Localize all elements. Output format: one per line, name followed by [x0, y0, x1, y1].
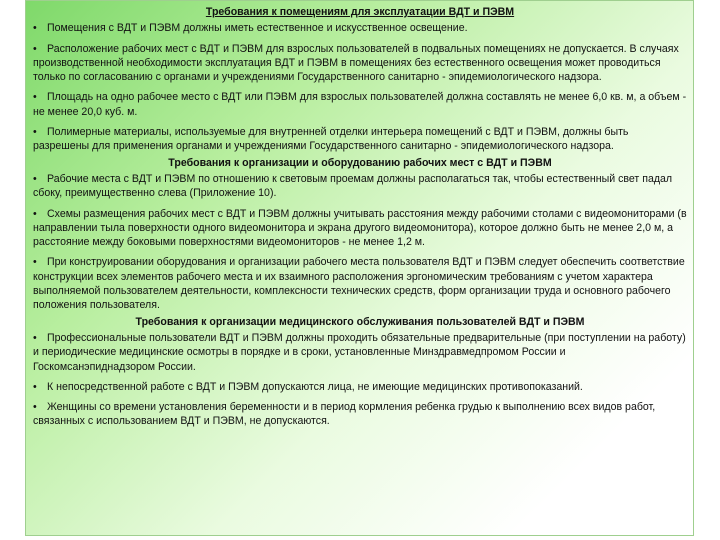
bullet: •: [33, 380, 37, 393]
list-item: [33, 90, 687, 119]
bullet: •: [33, 401, 37, 414]
list-item: [33, 207, 687, 250]
list-item: [33, 172, 687, 201]
bullet: •: [33, 256, 37, 269]
list-item: [33, 380, 687, 394]
item-text: Полимерные материалы, используемые для внутренней отделки интерьера помещений с ВДТ и ПЭВМ, должны быть разрешены для применения органами и учреждениями Государственного санитарно - эпидемиологического надзора.: [33, 126, 629, 153]
bullet: •: [33, 91, 37, 104]
item-text: Схемы размещения рабочих мест с ВДТ и ПЭВМ должны учитывать расстояния между рабочими столами с видеомониторами (в направлении тыла поверхности одного видеомонитора и экрана другого видеомонитора), которое должно быть не менее 2,0 м, а расстояние между боковыми поверхностями видеомониторов - не менее 1,2 м.: [33, 207, 687, 249]
bullet: •: [33, 22, 37, 35]
bullet: •: [33, 172, 37, 185]
item-text: Профессиональные пользователи ВДТ и ПЭВМ должны проходить обязательные предварительные (при поступлении на работу) и периодические медицинские осмотры в порядке и в сроки, установленные Минздравмедпромом России и Госкомсанэпиднадзором России.: [33, 331, 686, 373]
item-text: Женщины со времени установления беременности и в период кормления ребенка грудью к выполнению всех видов работ, связанных с использованием ВДТ и ПЭВМ, не допускаются.: [33, 401, 656, 428]
list-item: [33, 21, 687, 35]
item-text: К непосредственной работе с ВДТ и ПЭВМ допускаются лица, не имеющие медицинских противопоказаний.: [47, 380, 583, 393]
list-item: [33, 331, 687, 374]
list-item: [33, 125, 687, 154]
section-title-medical: Требования к организации медицинского обслуживания пользователей ВДТ и ПЭВМ: [135, 315, 585, 328]
item-text: Помещения с ВДТ и ПЭВМ должны иметь естественное и искусственное освещение.: [47, 22, 468, 35]
item-text: Площадь на одно рабочее место с ВДТ или ПЭВМ для взрослых пользователей должна составлять не менее 6,0 кв. м, а объем - не менее 20,0 куб. м.: [33, 91, 687, 118]
bullet: •: [33, 126, 37, 139]
item-text: При конструировании оборудования и организации рабочего места пользователя ВДТ и ПЭВМ следует обеспечить соответствие конструкции всех элементов рабочего места и их взаимного расположения эргономическим требованиям с учетом характера выполняемой пользователем деятельности, комплексности технических средств, форм организации труда и основного рабочего положения пользователя.: [33, 256, 685, 312]
list-item: [33, 255, 687, 312]
list-item: [33, 400, 687, 429]
document-panel: [25, 0, 694, 536]
bullet: •: [33, 207, 37, 220]
item-text: Рабочие места с ВДТ и ПЭВМ по отношению к световым проемам должны располагаться так, чтобы естественный свет падал сбоку, преимущественно слева (Приложение 10).: [33, 172, 673, 200]
bullet: •: [33, 331, 37, 344]
section-title-workplaces: Требования к организации и оборудованию рабочих мест с ВДТ и ПЭВМ: [168, 156, 552, 169]
section-title-premises: Требования к помещениям для эксплуатации ВДТ и ПЭВМ: [205, 6, 515, 18]
item-text: Расположение рабочих мест с ВДТ и ПЭВМ для взрослых пользователей в подвальных помещениях не допускается. В случаях производственной необходимости эксплуатация ВДТ и ПЭВМ в помещениях без естественного освещения может проводиться только по согласованию с органами и учреждениями Государственного санитарно - эпидемиологического надзора.: [33, 42, 679, 84]
bullet: •: [33, 42, 37, 55]
list-item: [33, 42, 687, 85]
